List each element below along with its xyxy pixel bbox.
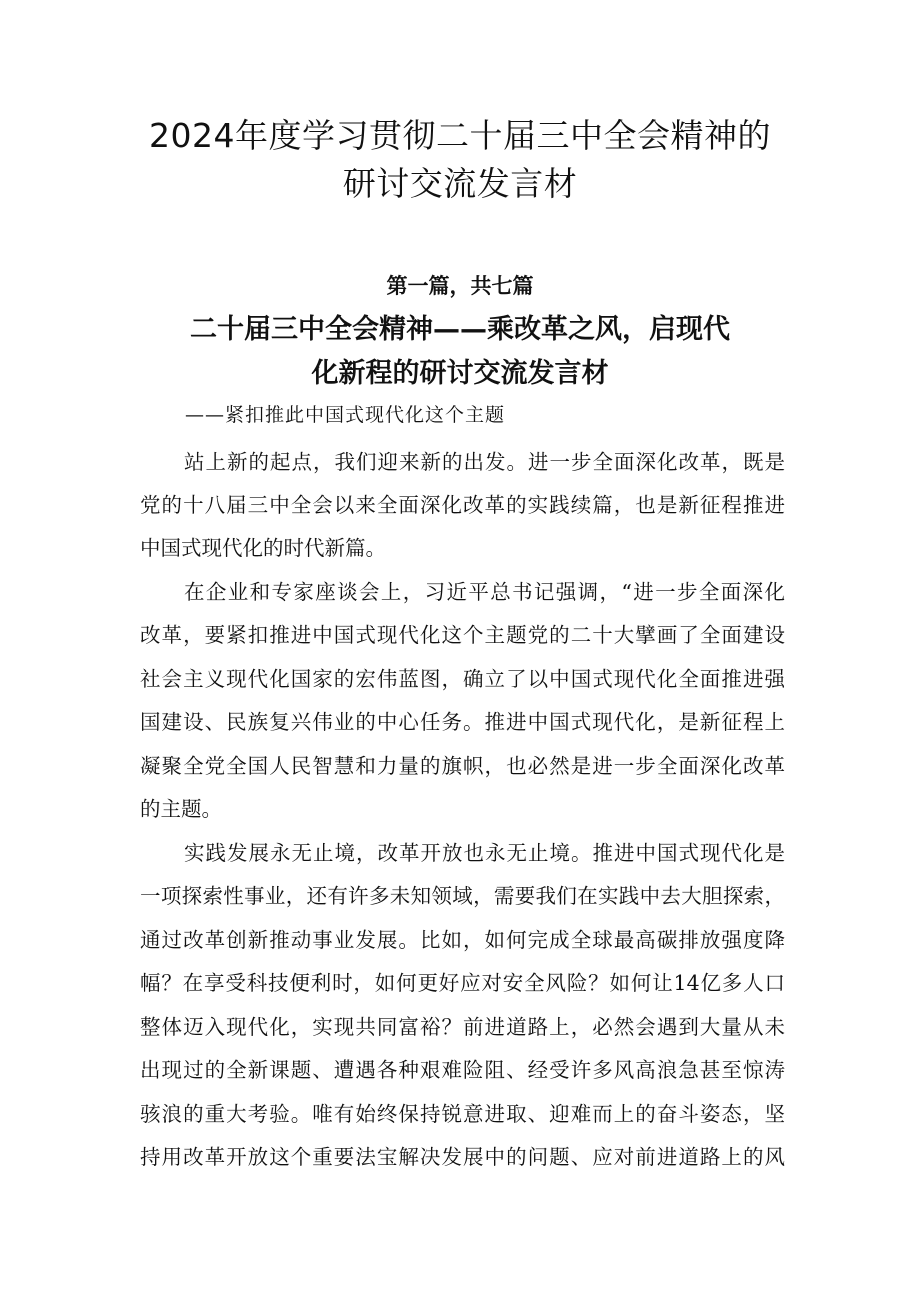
paragraph-2-line-6: 的主题。	[140, 797, 222, 821]
sub-title-line1: 二十届三中全会精神——乘改革之风，启现代	[190, 314, 730, 345]
main-title-line2: 研讨交流发言材	[342, 164, 578, 203]
paragraph-1-line-2: 党的十八届三中全会以来全面深化改革的实践续篇，也是新征程推进	[140, 493, 785, 517]
paragraph-3-line-8: 持用改革开放这个重要法宝解决发展中的问题、应对前进道路上的风	[140, 1145, 785, 1169]
paragraph-2-line-4: 国建设、民族复兴伟业的中心任务。推进中国式现代化，是新征程上	[140, 710, 785, 734]
paragraph-2-line-2: 改革，要紧扣推进中国式现代化这个主题党的二十大擘画了全面建设	[140, 623, 785, 647]
paragraph-2-line-1: 在企业和专家座谈会上，习近平总书记强调，“进一步全面深化	[184, 580, 785, 604]
paragraph-1-line-1: 站上新的起点，我们迎来新的出发。进一步全面深化改革，既是	[184, 450, 785, 474]
paragraph-3-line-4: 幅？在享受科技便利时，如何更好应对安全风险？如何让14亿多人口	[140, 971, 785, 995]
paragraph-3-line-5: 整体迈入现代化，实现共同富裕？前进道路上，必然会遇到大量从未	[140, 1015, 785, 1039]
paragraph-3-line-6: 出现过的全新课题、遭遇各种艰难险阻、经受许多风高浪急甚至惊涛	[140, 1058, 785, 1082]
paragraph-2-line-5: 凝聚全党全国人民智慧和力量的旗帜，也必然是进一步全面深化改革	[140, 754, 785, 778]
paragraph-3-line-1: 实践发展永无止境，改革开放也永无止境。推进中国式现代化是	[184, 841, 785, 865]
paragraph-1-line-3: 中国式现代化的时代新篇。	[140, 536, 386, 560]
main-title-line1: 2024年度学习贯彻二十届三中全会精神的	[149, 116, 771, 155]
part-label: 第一篇，共七篇	[386, 274, 534, 298]
paragraph-2-line-3: 社会主义现代化国家的宏伟蓝图，确立了以中国式现代化全面推进强	[140, 667, 785, 691]
paragraph-3-line-3: 通过改革创新推动事业发展。比如，如何完成全球最高碳排放强度降	[140, 928, 785, 952]
paragraph-3-line-2: 一项探索性事业，还有许多未知领域，需要我们在实践中去大胆探索，	[140, 884, 785, 908]
theme-line: ——紧扣推此中国式现代化这个主题	[185, 404, 506, 426]
sub-title-line2: 化新程的研讨交流发言材	[311, 358, 609, 389]
paragraph-3-line-7: 骇浪的重大考验。唯有始终保持锐意进取、迎难而上的奋斗姿态，坚	[140, 1102, 785, 1126]
